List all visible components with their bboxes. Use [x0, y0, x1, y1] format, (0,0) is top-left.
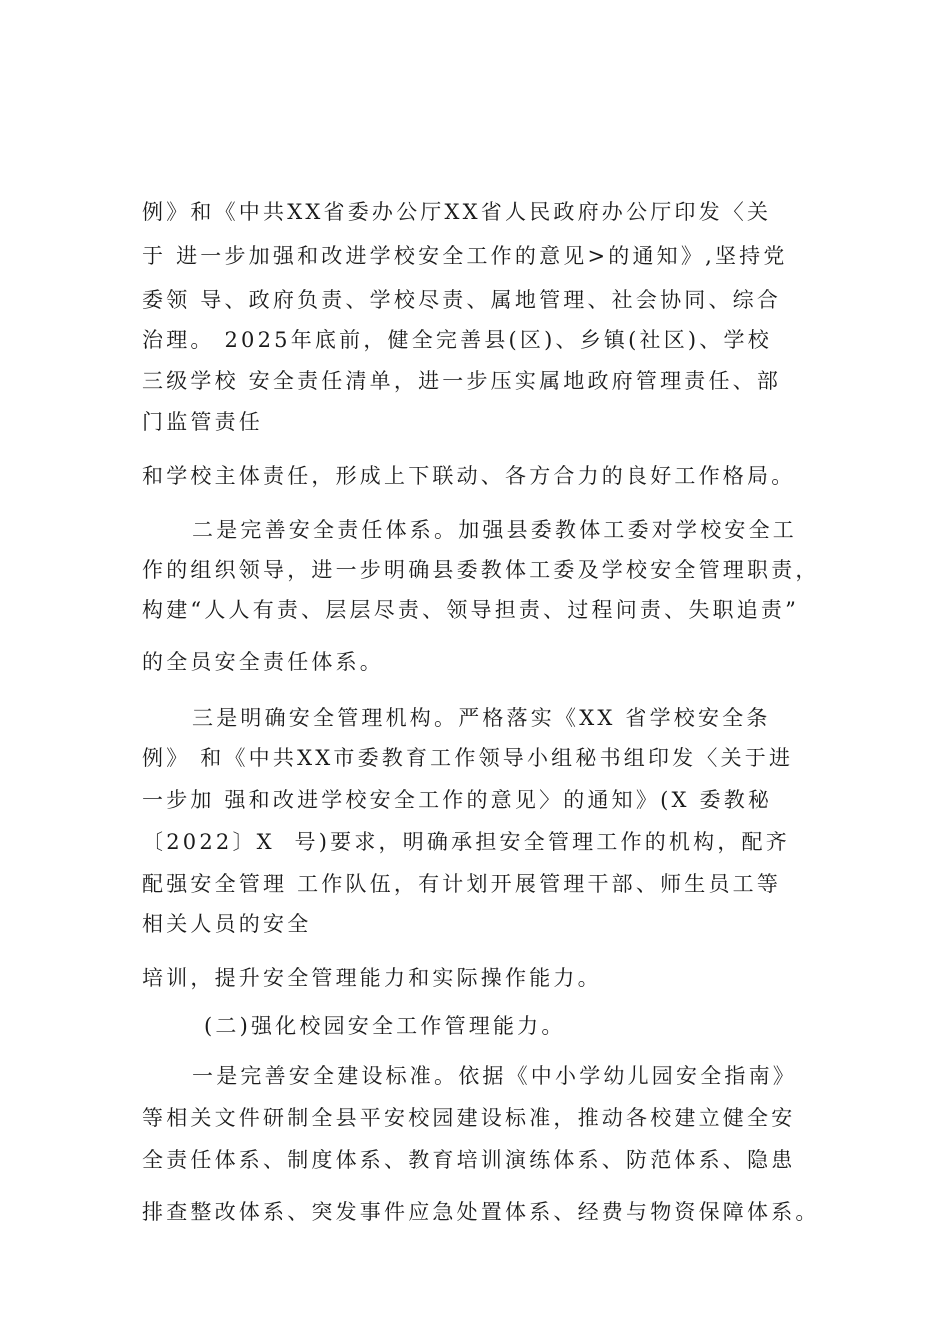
text-line: 例》和《中共XX省委办公厅XX省人民政府办公厅印发〈关: [142, 200, 772, 224]
text-line: 于 进一步加强和改进学校安全工作的意见>的通知》,坚持党: [142, 244, 788, 268]
text-line: 例》 和《中共XX市委教育工作领导小组秘书组印发〈关于进: [142, 746, 794, 770]
text-line: 等相关文件研制全县平安校园建设标准，推动各校建立健全安: [142, 1106, 796, 1130]
section-heading: (二)强化校园安全工作管理能力。: [204, 1014, 566, 1038]
text-line: 排查整改体系、突发事件应急处置体系、经费与物资保障体系。: [142, 1200, 820, 1224]
text-line: 一步加 强和改进学校安全工作的意见〉的通知》(X 委教秘: [142, 788, 773, 812]
text-line: 培训，提升安全管理能力和实际操作能力。: [142, 966, 602, 990]
text-line: 三是明确安全管理机构。严格落实《XX 省学校安全条: [192, 706, 771, 730]
text-line: 和学校主体责任，形成上下联动、各方合力的良好工作格局。: [142, 464, 796, 488]
text-line: 治理。 2025年底前，健全完善县(区)、乡镇(社区)、学校: [142, 328, 772, 352]
text-line: 相关人员的安全: [142, 912, 312, 936]
text-line: 二是完善安全责任体系。加强县委教体工委对学校安全工: [192, 518, 797, 542]
text-line: 三级学校 安全责任清单，进一步压实属地政府管理责任、部: [142, 369, 782, 393]
text-line: 门监管责任: [142, 410, 263, 434]
text-line: 一是完善安全建设标准。依据《中小学幼儿园安全指南》: [192, 1064, 797, 1088]
text-line: 配强安全管理 工作队伍，有计划开展管理干部、师生员工等: [142, 872, 782, 896]
text-line: 〔2022〕X 号)要求，明确承担安全管理工作的机构，配齐: [142, 830, 790, 854]
text-line: 的全员安全责任体系。: [142, 650, 384, 674]
text-line: 作的组织领导，进一步明确县委教体工委及学校安全管理职责，: [142, 558, 820, 582]
text-line: 全责任体系、制度体系、教育培训演练体系、防范体系、隐患: [142, 1148, 796, 1172]
text-line: 委领 导、政府负责、学校尽责、属地管理、社会协同、综合: [142, 288, 782, 312]
text-line: 构建“人人有责、层层尽责、领导担责、过程问责、失职追责”: [142, 598, 800, 622]
